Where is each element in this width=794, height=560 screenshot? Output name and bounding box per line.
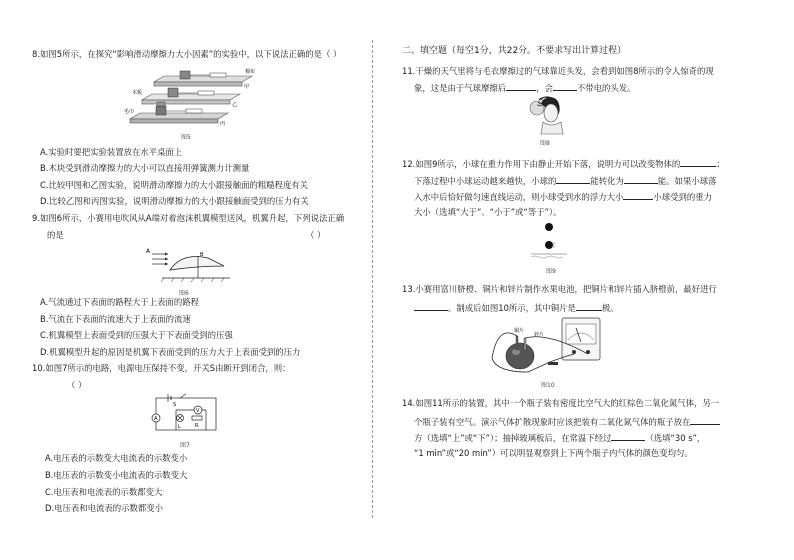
q9-option-b: B.气流在下表面的流速大于上表面的流速 [40,314,191,324]
q9-answer-paren: （ ） [306,230,326,240]
q12-line-1 [402,157,725,170]
q9-option-d: D.机翼模型升起的原因是机翼下表面受到的压力大于上表面受到的压力 [40,347,301,357]
q9-stem: 9.如图6所示，小赛用电吹风从A端对着泡沫机翼模型送风，机翼升起，下列说法正确 [32,213,345,223]
q10-option-b: B.电压表的示数变小电流表的示数变大 [45,470,188,480]
q14-text-3b: （选填“30 s”， [645,433,706,443]
q12-text-3b: 小球受到的重力 [653,192,712,202]
q9-stem-continued: 的是 [47,230,64,240]
q11-line-1: 11.干燥的天气里将与毛衣摩擦过的气球靠近头发，会看到如图8所示的令人惊奇的现 [402,66,714,76]
q12-blank-3[interactable] [624,174,658,184]
figure-7-circuit [148,392,224,440]
left-column [0,0,372,560]
fig7-label-l: L [178,424,181,430]
q12-line-3 [414,190,712,203]
q12-blank-1[interactable] [680,157,716,167]
q10-option-a: A.电压表的示数变大电流表的示数变小 [45,453,188,463]
figure-6-wing-model [144,244,234,284]
q14-blank-1[interactable] [690,415,720,425]
q10-stem: 10.如图7所示的电路，电源电压保持不变，开关S由断开到闭合，则： [32,363,291,373]
q14-line-1: 14.如图11所示的装置，其中一个瓶子装有密度比空气大的红棕色二氧化氮气体，另一 [402,398,720,408]
q12-line-2 [414,174,717,187]
fig7-label-v: V [196,408,200,414]
q11-text-a: 象，这是由于气球摩擦后 [414,83,507,93]
fig10-label-zinc: 锌片 [534,332,545,338]
q10-option-d: D.电压表和电流表的示数都变小 [45,503,163,513]
q8-option-c: C.比较甲图和乙图实验，说明滑动摩擦力的大小跟接触面的粗糙程度有关 [40,180,309,190]
q10-answer-paren: （ ） [67,380,87,390]
q14-line-4: “1 min”或“20 min”）可以明显观察到上下两个瓶子内气体的颜色变均匀。 [414,448,693,458]
q12-text-1b: ； [716,159,725,169]
q12-text-2b: 能转化为 [590,176,624,186]
fig6-label-b: B [200,252,204,258]
q13-text-2b: 。制成后如图10所示，其中铜片是 [448,303,576,313]
q12-text-2c: 能。如果小球落 [657,176,717,186]
fig7-label-s: S [173,402,177,408]
figure-9-caption: 图9 [546,268,556,275]
figure-9-falling-ball [529,220,569,264]
fig5-label-top: 棉布 [245,69,256,75]
q14-text-2a: 个瓶子装有空气。演示气体扩散现象时应该把装有二氧化氮气体的瓶子放在 [414,417,691,427]
figure-7-caption: 图7 [180,442,190,449]
q13-blank-2[interactable] [576,301,602,311]
fig5-label-a: 甲 [244,84,250,90]
q14-line-2 [414,415,720,428]
figure-6-caption: 图6 [179,290,189,297]
figure-10-caption: 图10 [541,382,555,389]
q9-option-a: A.气流通过下表面的路程大于上表面的路程 [40,297,199,307]
q11-line-2 [414,81,636,94]
fig5-label-bot: 毛巾 [124,109,135,115]
q12-text-1a: 12.如图9所示，小球在重力作用下由静止开始下落，说明力可以改变物体的 [402,159,681,169]
q13-blank-1[interactable] [414,301,448,311]
figure-10-fruit-battery [488,314,608,376]
fig5-label-c: 丙 [220,121,226,127]
figure-5-friction-setup [124,64,274,132]
q13-line-2 [414,301,619,314]
q14-text-3a: 方（选填“上”或“下”）；抽掉玻璃板后，在常温下经过 [414,433,612,443]
fig6-label-a: A [146,248,151,255]
q12-text-3a: 入水中后恰好做匀速直线运动，则小球受到水的浮力大小 [414,192,624,202]
q8-option-b: B.木块受到滑动摩擦力的大小可以直接用弹簧测力计测量 [40,163,250,173]
fig10-label-copper: 铜片 [514,328,525,334]
q14-blank-2[interactable] [611,431,645,441]
section-title: 二、填空题（每空1分，共22分。不要求写出计算过程） [402,46,627,56]
fig5-label-mid: 木板 [132,90,143,96]
q11-text-b: ，会 [536,83,553,93]
q14-line-3 [414,431,705,444]
q8-stem: 8.如图5所示，在探究“影响滑动摩擦力大小因素”的实验中，以下说法正确的是（ ） [32,49,342,59]
column-divider [372,40,373,518]
q8-option-a: A.实验时要把实验装置放在水平桌面上 [40,147,183,157]
q11-blank-2[interactable] [553,81,577,91]
fig7-label-a: A [154,416,158,422]
q10-option-c: C.电压表和电流表的示数都变大 [45,487,163,497]
q13-line-1: 13.小赛用富川脐橙、铜片和锌片制作水果电池，把铜片和锌片插入脐橙前，最好进行 [402,284,717,294]
figure-8-caption: 图8 [540,140,550,147]
fig5-label-b: 乙 [232,102,238,108]
q9-option-c: C.机翼模型上表面受到的压强大于下表面受到的压强 [40,330,233,340]
q12-blank-4[interactable] [623,190,653,200]
q11-text-c: 不带电的头发。 [576,83,636,93]
right-column [378,0,794,560]
figure-8-balloon-hair [529,94,565,136]
figure-5-caption: 图5 [181,134,191,141]
q11-blank-1[interactable] [506,81,536,91]
q8-option-d: D.比较乙图和丙图实验，说明滑动摩擦力的大小跟接触面受到的压力有关 [40,196,309,206]
q12-blank-2[interactable] [556,174,590,184]
fig7-label-r: R [195,423,199,429]
q12-text-2a: 下落过程中小球运动越来越快，小球的 [414,176,557,186]
q13-text-2c: 极。 [601,303,619,313]
q12-line-4: 大小（选填“大于”、“小于”或“等于”）。 [414,207,562,217]
